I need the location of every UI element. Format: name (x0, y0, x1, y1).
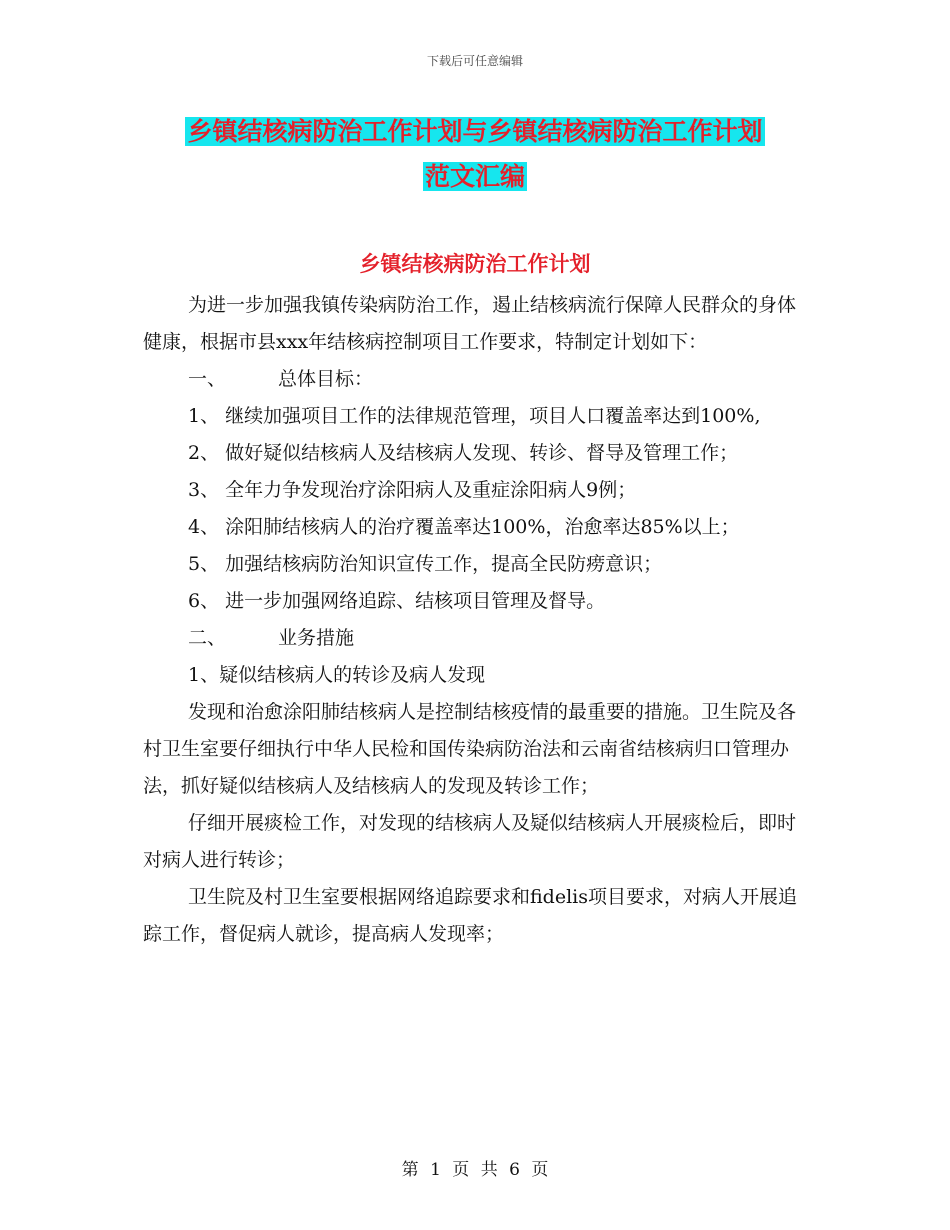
heading-measures (143, 620, 808, 657)
heading-overall-goals (143, 361, 808, 398)
goal-item-5: 5、 加强结核病防治知识宣传工作，提高全民防痨意识； (188, 553, 663, 575)
goal-item-6: 6、 进一步加强网络追踪、结核项目管理及督导。 (188, 590, 606, 612)
heading-label: 总体目标： (278, 368, 374, 390)
document-title-line-2 (0, 157, 950, 193)
body-paragraph: 仔细开展痰检工作，对发现的结核病人及疑似结核病人开展痰检后，即时对病人进行转诊； (143, 812, 797, 871)
section-title: 乡镇结核病防治工作计划 (359, 252, 591, 276)
title-highlight: 范文汇编 (424, 162, 525, 191)
page-header: 下载后可任意编辑 (426, 54, 523, 68)
goal-item-4: 4、 涂阳肺结核病人的治疗覆盖率达100%，治愈率达85%以上； (188, 516, 740, 538)
goal-item-3: 3、 全年力争发现治疗涂阳病人及重症涂阳病人9例； (188, 479, 637, 501)
goal-item-1: 1、 继续加强项目工作的法律规范管理，项目人口覆盖率达到100%, (188, 405, 761, 427)
page-footer: 第 1 页 共 6 页 (401, 1160, 549, 1180)
goal-item-2: 2、 做好疑似结核病人及结核病人发现、转诊、督导及管理工作； (188, 442, 739, 464)
body-paragraph: 发现和治愈涂阳肺结核病人是控制结核疫情的最重要的措施。卫生院及各村卫生室要仔细执行中华人民检和国传染病防治法和云南省结核病归口管理办法，抓好疑似结核病人及结核病人的发现及转诊工作； (143, 701, 797, 797)
heading-number: 一、 (188, 368, 227, 390)
intro-paragraph: 为进一步加强我镇传染病防治工作，遏止结核病流行保障人民群众的身体健康，根据市县xxx年结核病控制项目工作要求，特制定计划如下： (143, 294, 797, 353)
heading-label: 业务措施 (278, 627, 355, 649)
subheading-referral: 1、疑似结核病人的转诊及病人发现 (188, 664, 486, 686)
heading-number: 二、 (188, 627, 227, 649)
document-title-line-1 (0, 112, 950, 148)
document-body (143, 287, 808, 953)
title-highlight: 乡镇结核病防治工作计划与乡镇结核病防治工作计划 (187, 117, 763, 146)
body-paragraph: 卫生院及村卫生室要根据网络追踪要求和fidelis项目要求，对病人开展追踪工作，督促病人就诊，提高病人发现率； (143, 886, 797, 945)
